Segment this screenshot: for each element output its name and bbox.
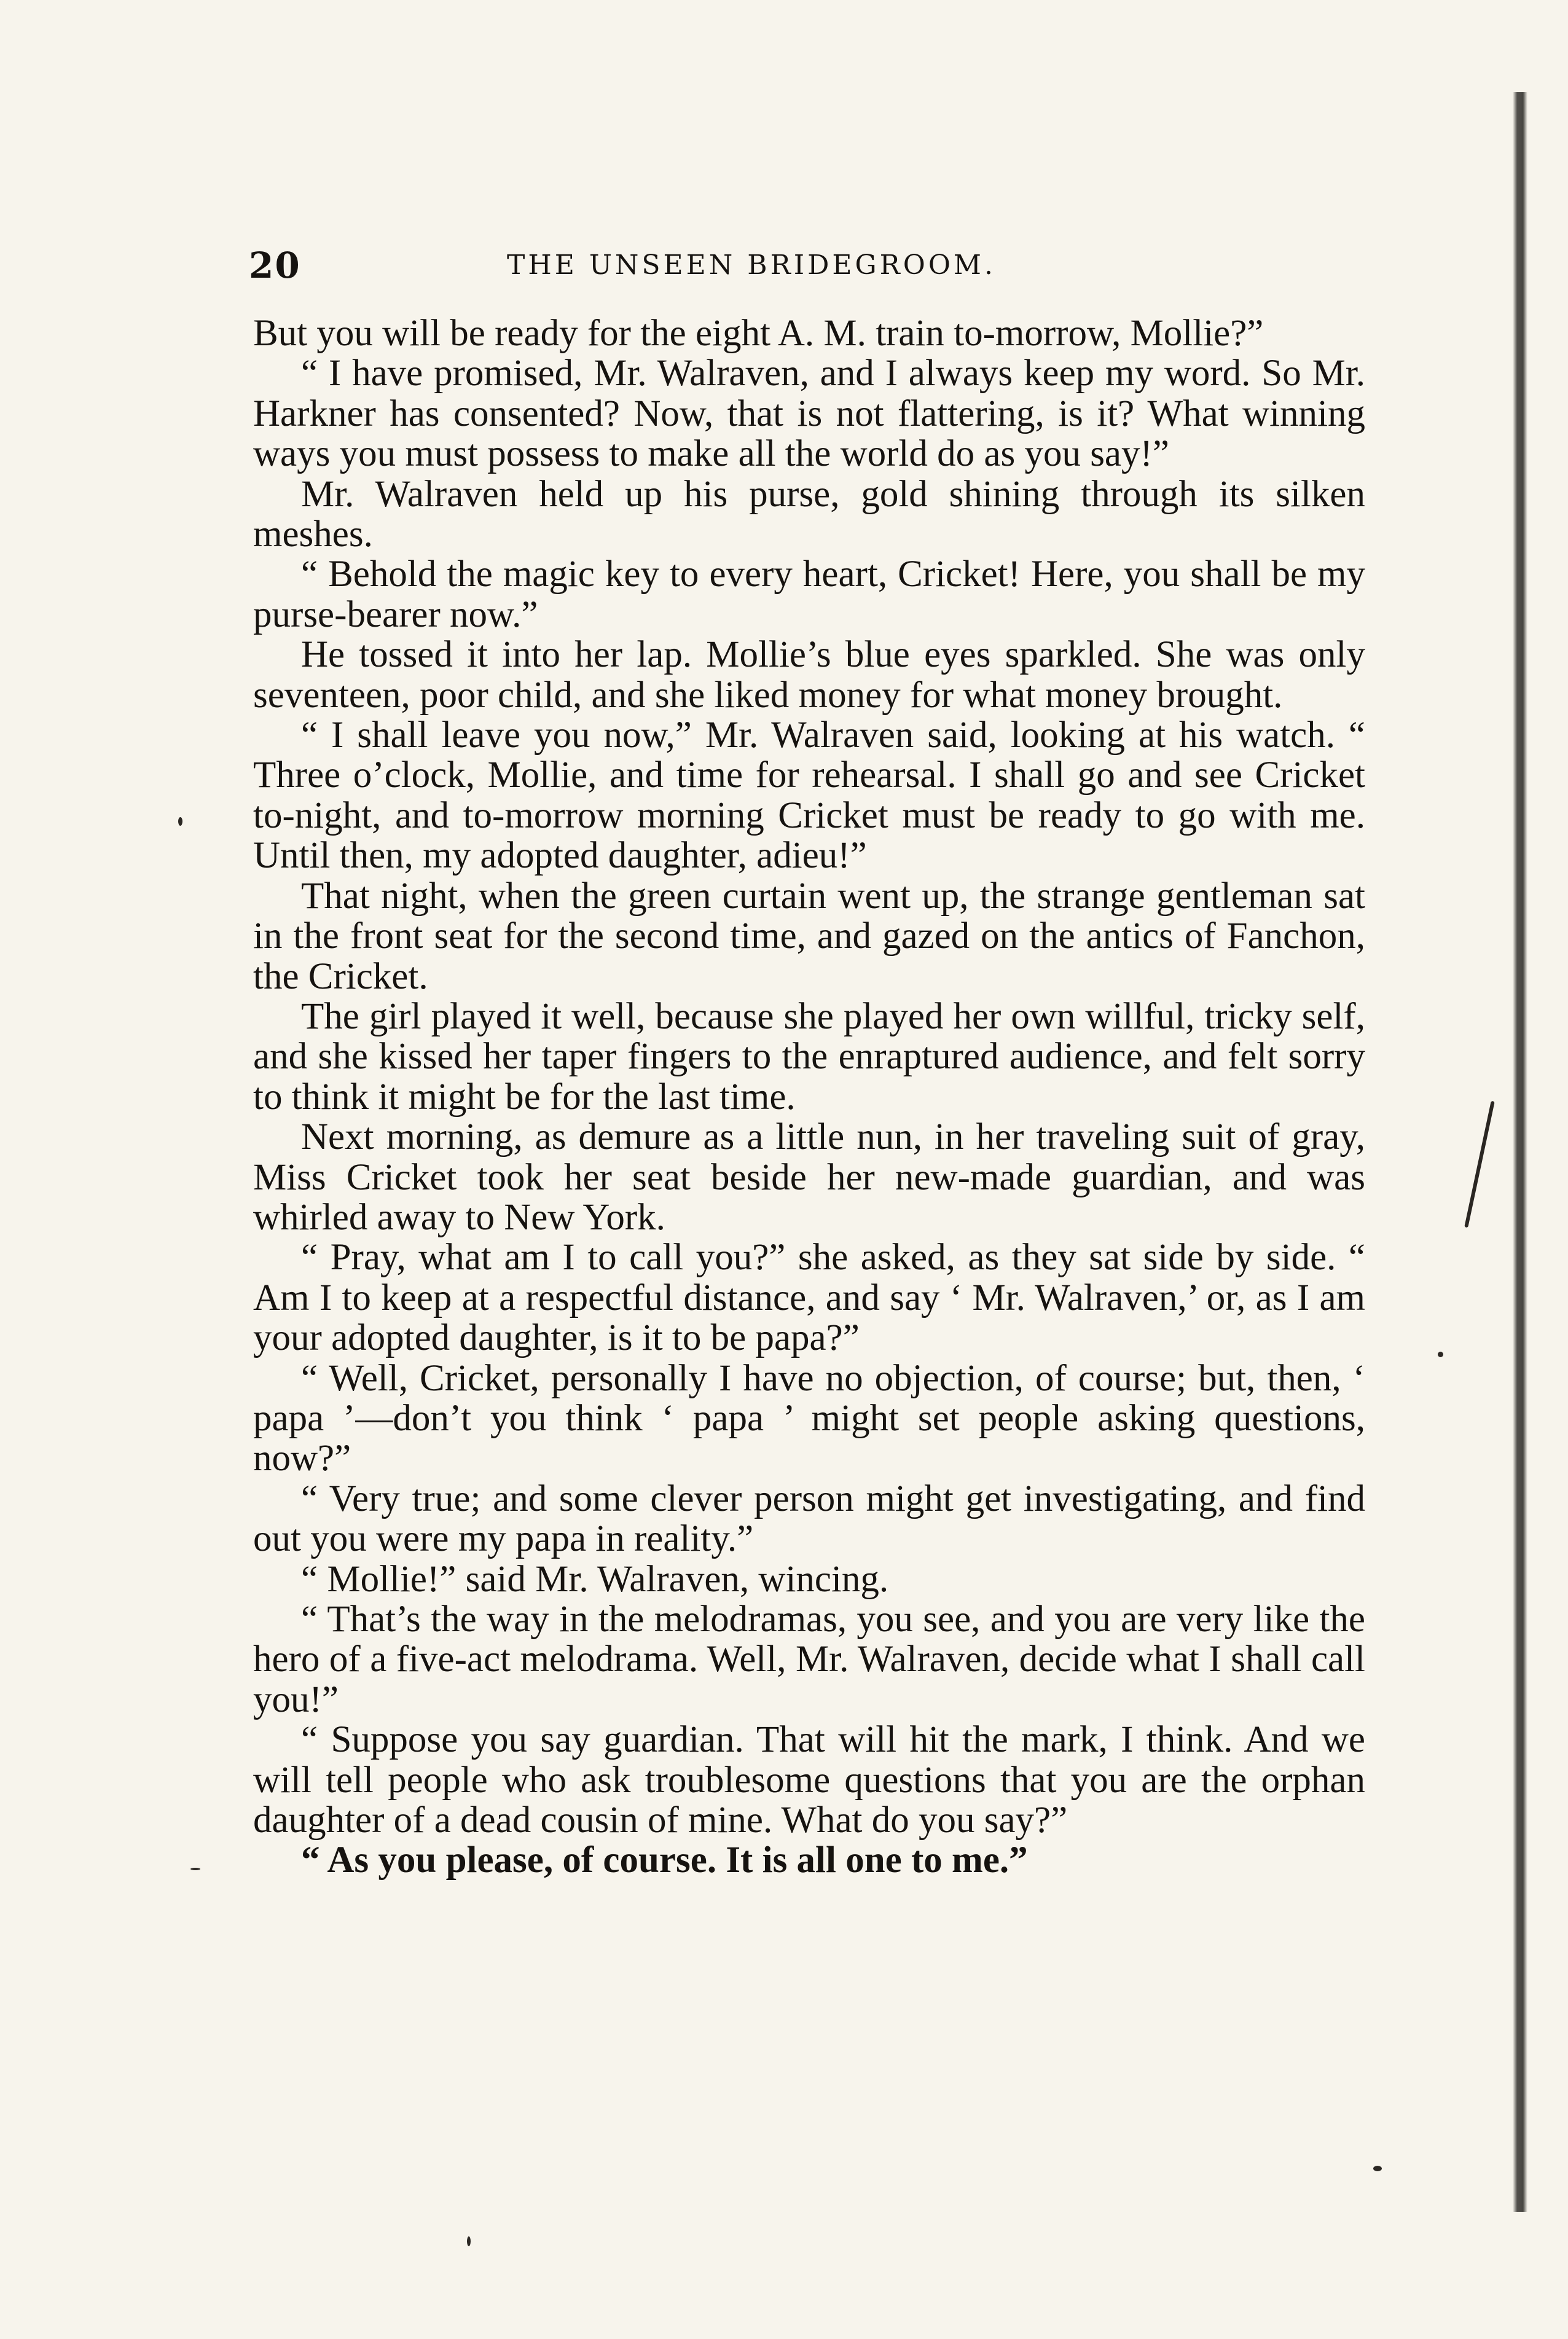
paragraph: “ Suppose you say guardian. That will hit the mark, I think. And we will tell people who ask troublesome questions that you are the orphan daughter of a dead cousin of mine. What do you say?”: [253, 1719, 1365, 1841]
paragraph: “ I have promised, Mr. Walraven, and I always keep my word. So Mr. Harkner has consented? Now, that is not flattering, is it? What winning ways you must possess to make all the world do as you say!”: [253, 353, 1365, 475]
ink-speck: [190, 1868, 200, 1870]
paragraph: “ Well, Cricket, personally I have no objection, of course; but, then, ‘ papa ’—don’t you think ‘ papa ’ might set people asking questions, now?”: [253, 1357, 1365, 1479]
paragraph: But you will be ready for the eight A. M. train to-morrow, Mollie?”: [253, 313, 1264, 354]
ink-speck: [1373, 2166, 1382, 2171]
paragraph: “ Pray, what am I to call you?” she asked, as they sat side by side. “ Am I to keep at a respectful distance, and say ‘ Mr. Walraven,’ or, as I am your adopted daughter, is it to be papa?”: [253, 1237, 1365, 1359]
paragraph: Mr. Walraven held up his purse, gold shining through its silken meshes.: [253, 473, 1365, 555]
page-header: [249, 245, 1367, 288]
ink-speck: [178, 817, 182, 826]
paragraph: “ That’s the way in the melodramas, you see, and you are very like the hero of a five-act melodrama. Well, Mr. Walraven, decide what I shall call you!”: [253, 1599, 1365, 1720]
paragraph: That night, when the green curtain went up, the strange gentleman sat in the front seat for the second time, and gazed on the antics of Fanchon, the Cricket.: [253, 875, 1365, 997]
body-text: [253, 313, 1365, 1881]
paragraph: “ I shall leave you now,” Mr. Walraven said, looking at his watch. “ Three o’clock, Mollie, and time for rehearsal. I shall go and see Cricket to-night, and to-morrow morning Cricket must be ready to go with me. Until then, my adopted daughter, adieu!”: [253, 715, 1365, 877]
paragraph: “ Behold the magic key to every heart, Cricket! Here, you shall be my purse-bearer now.”: [253, 554, 1365, 635]
margin-pencil-mark: [1464, 1101, 1495, 1228]
ink-speck: [1438, 1352, 1443, 1357]
paragraph: “ Mollie!” said Mr. Walraven, wincing.: [301, 1558, 889, 1600]
running-title: THE UNSEEN BRIDEGROOM.: [507, 249, 996, 281]
paragraph: He tossed it into her lap. Mollie’s blue eyes sparkled. She was only seventeen, poor child, and she liked money for what money brought.: [253, 634, 1365, 716]
paragraph: “ As you please, of course. It is all one to me.”: [301, 1839, 1028, 1881]
page-edge-shadow: [1513, 92, 1527, 2212]
paragraph: The girl played it well, because she played her own willful, tricky self, and she kissed her taper fingers to the enraptured audience, and felt sorry to think it might be for the last time.: [253, 995, 1365, 1118]
ink-speck: [467, 2236, 471, 2246]
paragraph: “ Very true; and some clever person might get investigating, and find out you were my papa in reality.”: [253, 1478, 1365, 1560]
page-number: 20: [249, 245, 301, 286]
paragraph: Next morning, as demure as a little nun, in her traveling suit of gray, Miss Cricket took her seat beside her new-made guardian, and was whirled away to New York.: [253, 1116, 1365, 1238]
